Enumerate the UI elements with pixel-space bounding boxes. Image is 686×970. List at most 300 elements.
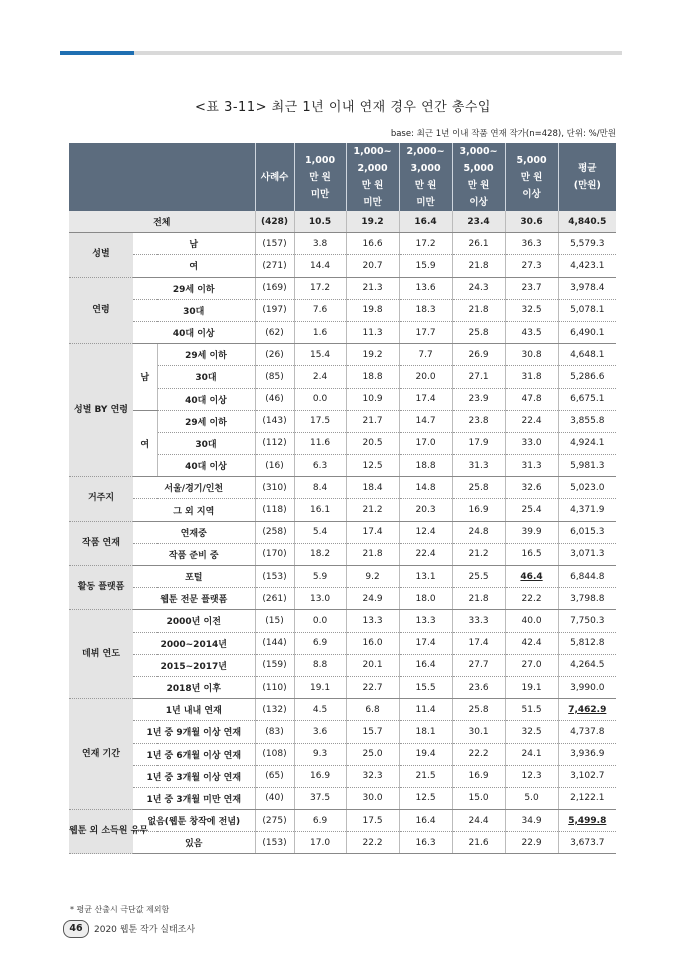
- sample-size-cell: (271): [255, 255, 294, 277]
- column-header-line: 만 원: [361, 180, 384, 191]
- value-cell: 27.7: [452, 654, 505, 676]
- table-row: [69, 255, 616, 277]
- value-cell: 33.3: [452, 610, 505, 632]
- table-row: [69, 543, 616, 565]
- value-cell: 18.0: [399, 588, 452, 610]
- value-cell: 25.4: [505, 499, 558, 521]
- value-cell: 5.0: [505, 787, 558, 809]
- column-header-line: 3,000~: [459, 146, 498, 157]
- table-row: [69, 699, 616, 721]
- page-label: 2020 웹툰 작가 실태조사: [94, 925, 196, 935]
- table-row: [69, 233, 616, 255]
- value-cell: 14.4: [294, 255, 346, 277]
- value-cell: 4.5: [294, 699, 346, 721]
- column-header-line: 사례수: [260, 171, 289, 183]
- footnote: * 평균 산출시 극단값 제외함: [70, 905, 170, 914]
- value-cell: 16.6: [346, 233, 399, 255]
- value-cell: 21.8: [452, 588, 505, 610]
- sample-size-cell: (170): [255, 543, 294, 565]
- item-label-cell: 연재중: [133, 521, 255, 543]
- value-cell: 24.4: [452, 810, 505, 832]
- sample-size-cell: (157): [255, 233, 294, 255]
- value-cell: 6,490.1: [558, 321, 616, 343]
- value-cell: 16.1: [294, 499, 346, 521]
- value-cell: 39.9: [505, 521, 558, 543]
- value-cell: 16.4: [399, 810, 452, 832]
- value-cell: 21.7: [346, 410, 399, 432]
- value-cell: 21.8: [452, 299, 505, 321]
- value-cell: 2,122.1: [558, 787, 616, 809]
- value-cell: 4,264.5: [558, 654, 616, 676]
- column-header-line: 이상: [469, 197, 488, 208]
- value-cell: 32.5: [505, 721, 558, 743]
- table-row: [69, 610, 616, 632]
- value-cell: 1.6: [294, 321, 346, 343]
- table-row: [69, 743, 616, 765]
- sample-size-cell: (83): [255, 721, 294, 743]
- value-cell: 46.4: [505, 566, 558, 588]
- header-row: [69, 143, 616, 211]
- value-cell: 4,924.1: [558, 432, 616, 454]
- value-cell: 4,840.5: [558, 211, 616, 233]
- value-cell: 24.8: [452, 521, 505, 543]
- value-cell: 27.1: [452, 366, 505, 388]
- value-cell: 3,673.7: [558, 832, 616, 854]
- value-cell: 27.0: [505, 654, 558, 676]
- value-cell: 5,078.1: [558, 299, 616, 321]
- value-cell: 17.4: [346, 521, 399, 543]
- value-cell: 51.5: [505, 699, 558, 721]
- value-cell: 3,071.3: [558, 543, 616, 565]
- item-label-cell: 웹툰 전문 플랫폼: [133, 588, 255, 610]
- column-header-line: 2,000: [357, 163, 388, 174]
- item-label-cell: 그 외 지역: [133, 499, 255, 521]
- value-cell: 15.9: [399, 255, 452, 277]
- sample-size-cell: (65): [255, 765, 294, 787]
- sample-size-cell: (110): [255, 676, 294, 698]
- table-row: [69, 832, 616, 854]
- value-cell: 27.3: [505, 255, 558, 277]
- value-cell: 3.6: [294, 721, 346, 743]
- value-cell: 6,675.1: [558, 388, 616, 410]
- value-cell: 6,844.8: [558, 566, 616, 588]
- value-cell: 3,990.0: [558, 676, 616, 698]
- value-cell: 20.7: [346, 255, 399, 277]
- value-cell: 13.3: [399, 610, 452, 632]
- sample-size-cell: (16): [255, 455, 294, 477]
- sample-size-cell: (261): [255, 588, 294, 610]
- item-label-cell: 30대: [133, 299, 255, 321]
- value-cell: 7.7: [399, 344, 452, 366]
- table-row: [69, 277, 616, 299]
- value-cell: 22.7: [346, 676, 399, 698]
- value-cell: 3,855.8: [558, 410, 616, 432]
- value-cell: 5,981.3: [558, 455, 616, 477]
- value-cell: 30.6: [505, 211, 558, 233]
- value-cell: 26.1: [452, 233, 505, 255]
- value-cell: 6.9: [294, 810, 346, 832]
- table-row: [69, 477, 616, 499]
- value-cell: 11.3: [346, 321, 399, 343]
- column-header-line: 만 원: [467, 180, 490, 191]
- value-cell: 17.5: [294, 410, 346, 432]
- value-cell: 16.4: [399, 211, 452, 233]
- value-cell: 21.5: [399, 765, 452, 787]
- item-label-cell: 2000년 이전: [133, 610, 255, 632]
- item-label-cell: 29세 이하: [157, 410, 255, 432]
- item-label-cell: 1년 중 3개월 미만 연재: [133, 787, 255, 809]
- item-label-cell: 29세 이하: [133, 277, 255, 299]
- value-cell: 18.8: [399, 455, 452, 477]
- value-cell: 17.9: [452, 432, 505, 454]
- income-table: [69, 143, 616, 854]
- value-cell: 19.1: [294, 676, 346, 698]
- sample-size-cell: (428): [255, 211, 294, 233]
- value-cell: 14.7: [399, 410, 452, 432]
- sample-size-cell: (85): [255, 366, 294, 388]
- value-cell: 0.0: [294, 610, 346, 632]
- item-label-cell: 30대: [157, 366, 255, 388]
- column-header-line: 2,000~: [406, 146, 445, 157]
- value-cell: 13.1: [399, 566, 452, 588]
- value-cell: 7,750.3: [558, 610, 616, 632]
- sample-size-cell: (159): [255, 654, 294, 676]
- item-label-cell: 2018년 이후: [133, 676, 255, 698]
- top-divider: [60, 51, 622, 55]
- item-label-cell: 있음: [133, 832, 255, 854]
- table-row: [69, 499, 616, 521]
- value-cell: 24.9: [346, 588, 399, 610]
- sample-size-cell: (153): [255, 832, 294, 854]
- value-cell: 25.5: [452, 566, 505, 588]
- value-cell: 5,579.3: [558, 233, 616, 255]
- value-cell: 3,102.7: [558, 765, 616, 787]
- value-cell: 4,648.1: [558, 344, 616, 366]
- table-row: [69, 654, 616, 676]
- column-header-line: 평균: [578, 163, 597, 174]
- value-cell: 16.9: [452, 499, 505, 521]
- value-cell: 8.4: [294, 477, 346, 499]
- sample-size-cell: (169): [255, 277, 294, 299]
- value-cell: 24.1: [505, 743, 558, 765]
- item-label-cell: 2000~2014년: [133, 632, 255, 654]
- table-row: [69, 765, 616, 787]
- subgroup-label-cell: 남: [133, 344, 157, 411]
- value-cell: 47.8: [505, 388, 558, 410]
- value-cell: 17.0: [294, 832, 346, 854]
- value-cell: 17.2: [399, 233, 452, 255]
- column-header: [255, 143, 294, 211]
- value-cell: 7.6: [294, 299, 346, 321]
- value-cell: 17.4: [399, 388, 452, 410]
- item-label-cell: 1년 중 3개월 이상 연재: [133, 765, 255, 787]
- table-row: [69, 566, 616, 588]
- item-label-cell: 29세 이하: [157, 344, 255, 366]
- total-label-cell: 전체: [69, 211, 255, 233]
- column-header: [452, 143, 505, 211]
- value-cell: 18.8: [346, 366, 399, 388]
- item-label-cell: 없음(웹툰 창작에 전념): [133, 810, 255, 832]
- sample-size-cell: (197): [255, 299, 294, 321]
- value-cell: 24.3: [452, 277, 505, 299]
- value-cell: 10.9: [346, 388, 399, 410]
- value-cell: 31.8: [505, 366, 558, 388]
- value-cell: 6.8: [346, 699, 399, 721]
- value-cell: 31.3: [452, 455, 505, 477]
- column-header-line: (만원): [573, 180, 601, 191]
- value-cell: 7,462.9: [558, 699, 616, 721]
- value-cell: 20.5: [346, 432, 399, 454]
- value-cell: 37.5: [294, 787, 346, 809]
- value-cell: 4,423.1: [558, 255, 616, 277]
- table-row: [69, 321, 616, 343]
- sample-size-cell: (275): [255, 810, 294, 832]
- column-header-line: 만 원: [414, 180, 437, 191]
- value-cell: 5,286.6: [558, 366, 616, 388]
- sample-size-cell: (143): [255, 410, 294, 432]
- column-header-line: 미만: [363, 197, 382, 208]
- sample-size-cell: (153): [255, 566, 294, 588]
- value-cell: 36.3: [505, 233, 558, 255]
- column-header-line: 미만: [416, 197, 435, 208]
- value-cell: 17.2: [294, 277, 346, 299]
- value-cell: 21.6: [452, 832, 505, 854]
- table-row: [69, 676, 616, 698]
- value-cell: 4,371.9: [558, 499, 616, 521]
- value-cell: 5,023.0: [558, 477, 616, 499]
- value-cell: 21.3: [346, 277, 399, 299]
- item-label-cell: 서울/경기/인천: [133, 477, 255, 499]
- value-cell: 12.4: [399, 521, 452, 543]
- column-header-line: 만 원: [309, 171, 331, 183]
- table-row: [69, 787, 616, 809]
- value-cell: 21.2: [452, 543, 505, 565]
- value-cell: 18.1: [399, 721, 452, 743]
- value-cell: 25.0: [346, 743, 399, 765]
- value-cell: 14.8: [399, 477, 452, 499]
- sample-size-cell: (310): [255, 477, 294, 499]
- value-cell: 23.8: [452, 410, 505, 432]
- item-label-cell: 남: [133, 233, 255, 255]
- value-cell: 20.3: [399, 499, 452, 521]
- value-cell: 5.4: [294, 521, 346, 543]
- value-cell: 22.4: [505, 410, 558, 432]
- value-cell: 31.3: [505, 455, 558, 477]
- subgroup-label-cell: 여: [133, 410, 157, 477]
- group-label-cell: 데뷔 연도: [69, 610, 133, 699]
- value-cell: 25.8: [452, 477, 505, 499]
- sample-size-cell: (258): [255, 521, 294, 543]
- value-cell: 43.5: [505, 321, 558, 343]
- value-cell: 22.2: [505, 588, 558, 610]
- table-row: [69, 721, 616, 743]
- value-cell: 0.0: [294, 388, 346, 410]
- value-cell: 10.5: [294, 211, 346, 233]
- sample-size-cell: (15): [255, 610, 294, 632]
- value-cell: 6.9: [294, 632, 346, 654]
- value-cell: 5,499.8: [558, 810, 616, 832]
- value-cell: 34.9: [505, 810, 558, 832]
- value-cell: 18.3: [399, 299, 452, 321]
- item-label-cell: 포털: [133, 566, 255, 588]
- item-label-cell: 1년 중 6개월 이상 연재: [133, 743, 255, 765]
- value-cell: 12.5: [346, 455, 399, 477]
- group-label-cell: 성별: [69, 233, 133, 277]
- table-row: [69, 410, 616, 432]
- sample-size-cell: (144): [255, 632, 294, 654]
- group-label-cell: 거주지: [69, 477, 133, 521]
- column-header: [294, 143, 346, 211]
- value-cell: 32.5: [505, 299, 558, 321]
- value-cell: 13.3: [346, 610, 399, 632]
- table-row: [69, 632, 616, 654]
- item-label-cell: 1년 중 9개월 이상 연재: [133, 721, 255, 743]
- value-cell: 21.8: [452, 255, 505, 277]
- value-cell: 5,812.8: [558, 632, 616, 654]
- top-divider-accent: [60, 51, 134, 55]
- column-header-line: 3,000: [410, 163, 441, 174]
- item-label-cell: 40대 이상: [157, 388, 255, 410]
- sample-size-cell: (40): [255, 787, 294, 809]
- table-row: [69, 588, 616, 610]
- value-cell: 19.1: [505, 676, 558, 698]
- column-header-line: 5,000: [516, 154, 547, 166]
- group-label-cell: 연령: [69, 277, 133, 344]
- column-header: [346, 143, 399, 211]
- value-cell: 3.8: [294, 233, 346, 255]
- value-cell: 15.4: [294, 344, 346, 366]
- item-label-cell: 30대: [157, 432, 255, 454]
- value-cell: 3,978.4: [558, 277, 616, 299]
- table-row: [69, 344, 616, 366]
- sample-size-cell: (118): [255, 499, 294, 521]
- value-cell: 40.0: [505, 610, 558, 632]
- value-cell: 16.0: [346, 632, 399, 654]
- table-row: [69, 521, 616, 543]
- sample-size-cell: (62): [255, 321, 294, 343]
- value-cell: 6.3: [294, 455, 346, 477]
- value-cell: 4,737.8: [558, 721, 616, 743]
- value-cell: 3,798.8: [558, 588, 616, 610]
- value-cell: 20.1: [346, 654, 399, 676]
- value-cell: 32.3: [346, 765, 399, 787]
- value-cell: 30.0: [346, 787, 399, 809]
- value-cell: 2.4: [294, 366, 346, 388]
- column-header: [505, 143, 558, 211]
- value-cell: 17.5: [346, 810, 399, 832]
- value-cell: 23.6: [452, 676, 505, 698]
- value-cell: 3,936.9: [558, 743, 616, 765]
- value-cell: 5.9: [294, 566, 346, 588]
- value-cell: 12.3: [505, 765, 558, 787]
- value-cell: 16.9: [294, 765, 346, 787]
- value-cell: 30.1: [452, 721, 505, 743]
- group-label-cell: 웹툰 외 소득원 유무: [69, 810, 133, 854]
- column-header-line: 미만: [310, 188, 330, 200]
- value-cell: 9.3: [294, 743, 346, 765]
- item-label-cell: 2015~2017년: [133, 654, 255, 676]
- column-header-line: 이상: [522, 188, 541, 200]
- value-cell: 19.4: [399, 743, 452, 765]
- sample-size-cell: (112): [255, 432, 294, 454]
- value-cell: 17.4: [399, 632, 452, 654]
- value-cell: 22.4: [399, 543, 452, 565]
- value-cell: 15.5: [399, 676, 452, 698]
- value-cell: 17.4: [452, 632, 505, 654]
- value-cell: 16.3: [399, 832, 452, 854]
- group-label-cell: 작품 연재: [69, 521, 133, 565]
- value-cell: 16.5: [505, 543, 558, 565]
- item-label-cell: 40대 이상: [157, 455, 255, 477]
- value-cell: 33.0: [505, 432, 558, 454]
- base-note: base: 최근 1년 이내 작품 연재 작가(n=428), 단위: %/만원: [390, 129, 616, 139]
- sample-size-cell: (108): [255, 743, 294, 765]
- table-title: <표 3-11> 최근 1년 이내 연재 경우 연간 총수입: [195, 100, 491, 115]
- item-label-cell: 여: [133, 255, 255, 277]
- value-cell: 25.8: [452, 321, 505, 343]
- value-cell: 25.8: [452, 699, 505, 721]
- value-cell: 22.2: [452, 743, 505, 765]
- value-cell: 8.8: [294, 654, 346, 676]
- group-label-cell: 활동 플랫폼: [69, 566, 133, 610]
- value-cell: 19.2: [346, 211, 399, 233]
- sample-size-cell: (132): [255, 699, 294, 721]
- value-cell: 17.0: [399, 432, 452, 454]
- value-cell: 21.2: [346, 499, 399, 521]
- value-cell: 15.7: [346, 721, 399, 743]
- value-cell: 13.6: [399, 277, 452, 299]
- table-body: [69, 211, 616, 854]
- header-blank-cell: [69, 143, 255, 211]
- value-cell: 26.9: [452, 344, 505, 366]
- value-cell: 11.4: [399, 699, 452, 721]
- sample-size-cell: (46): [255, 388, 294, 410]
- group-label-cell: 성별 BY 연령: [69, 344, 133, 477]
- value-cell: 23.4: [452, 211, 505, 233]
- value-cell: 19.8: [346, 299, 399, 321]
- value-cell: 16.9: [452, 765, 505, 787]
- column-header-line: 1,000~: [353, 146, 392, 157]
- value-cell: 12.5: [399, 787, 452, 809]
- value-cell: 17.7: [399, 321, 452, 343]
- value-cell: 16.4: [399, 654, 452, 676]
- item-label-cell: 작품 준비 중: [133, 543, 255, 565]
- group-label-cell: 연재 기간: [69, 699, 133, 810]
- table-row: [69, 299, 616, 321]
- value-cell: 23.7: [505, 277, 558, 299]
- sample-size-cell: (26): [255, 344, 294, 366]
- item-label-cell: 1년 내내 연재: [133, 699, 255, 721]
- column-header: [399, 143, 452, 211]
- value-cell: 42.4: [505, 632, 558, 654]
- value-cell: 18.4: [346, 477, 399, 499]
- table-row: [69, 810, 616, 832]
- column-header-line: 만 원: [520, 171, 543, 183]
- value-cell: 23.9: [452, 388, 505, 410]
- value-cell: 20.0: [399, 366, 452, 388]
- value-cell: 22.2: [346, 832, 399, 854]
- value-cell: 18.2: [294, 543, 346, 565]
- page-number: 46: [63, 920, 89, 938]
- value-cell: 32.6: [505, 477, 558, 499]
- column-header-line: 1,000: [305, 154, 336, 166]
- item-label-cell: 40대 이상: [133, 321, 255, 343]
- value-cell: 22.9: [505, 832, 558, 854]
- value-cell: 13.0: [294, 588, 346, 610]
- table-row: [69, 211, 616, 233]
- value-cell: 19.2: [346, 344, 399, 366]
- column-header: [558, 143, 616, 211]
